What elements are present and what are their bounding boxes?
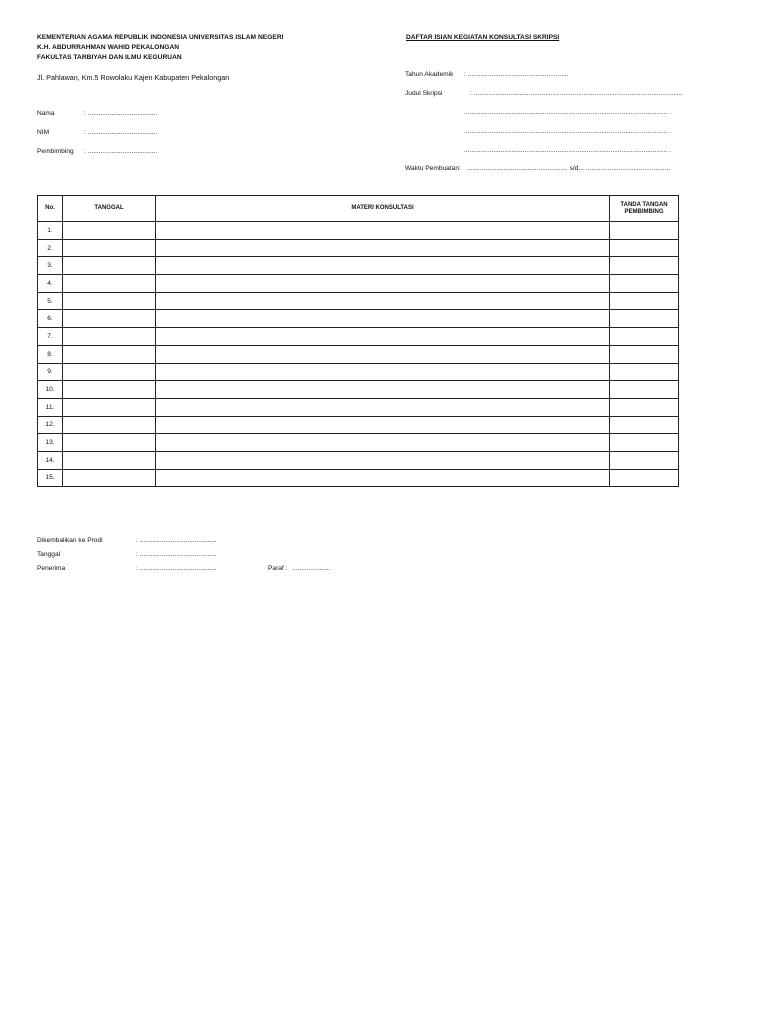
institution-line-3: FAKULTAS TARBIYAH DAN ILMU KEGURUAN [37,54,182,61]
pembimbing-label: Pembimbing [37,148,74,155]
materi-konsultasi-cell[interactable] [156,328,610,346]
tanda-tangan-cell[interactable] [610,275,679,293]
institution-address: Jl. Pahlawan, Km.5 Rowolaku Kajen Kabupaten Pekalongan [37,73,230,82]
tanda-tangan-cell[interactable] [610,328,679,346]
row-number: 12. [38,416,63,434]
judul-skripsi-field-2[interactable]: ............................................................................................................... . [464,109,672,116]
institution-line-2: K.H. ABDURRAHMAN WAHID PEKALONGAN [37,44,180,51]
tanda-tangan-cell[interactable] [610,363,679,381]
tanggal-cell[interactable] [63,416,156,434]
table-row [38,275,679,293]
materi-konsultasi-cell[interactable] [156,398,610,416]
dikembalikan-field[interactable]: : .......................................... [136,537,217,544]
table-row [38,292,679,310]
row-number: 1. [38,222,63,240]
judul-skripsi-field-4[interactable]: ............................................................................................................... . [464,147,672,154]
judul-skripsi-field-1[interactable]: : .................................................................................................................. [470,90,683,97]
table-row [38,310,679,328]
tanggal-cell[interactable] [63,239,156,257]
row-number: 13. [38,434,63,452]
tahun-akademik-label: Tahun Akademik [405,71,454,78]
materi-konsultasi-cell[interactable] [156,363,610,381]
materi-konsultasi-cell[interactable] [156,310,610,328]
tanda-tangan-cell[interactable] [610,222,679,240]
tanggal-cell[interactable] [63,310,156,328]
materi-konsultasi-cell[interactable] [156,345,610,363]
materi-konsultasi-cell[interactable] [156,451,610,469]
tanggal-cell[interactable] [63,328,156,346]
table-row [38,398,679,416]
form-title: DAFTAR ISIAN KEGIATAN KONSULTASI SKRIPSI [406,34,560,41]
tanda-tangan-cell[interactable] [610,257,679,275]
waktu-pembuatan-field[interactable]: ....................................................... s/d... .............................................. [467,165,670,172]
row-number: 6. [38,310,63,328]
nim-label: NIM [37,129,50,136]
pembimbing-field[interactable]: : ...................................... [84,148,158,155]
tanda-tangan-cell[interactable] [610,451,679,469]
waktu-pembuatan-label: Waktu Pembuatan: [405,165,461,172]
table-row [38,222,679,240]
row-number: 15. [38,469,63,487]
table-row [38,434,679,452]
paraf-label: Paraf : [268,565,288,572]
table-row [38,345,679,363]
tanggal-cell[interactable] [63,363,156,381]
nim-field[interactable]: : ...................................... [84,129,158,136]
header-no: No. [38,196,63,222]
header-tanggal: TANGGAL [63,196,156,222]
row-number: 5. [38,292,63,310]
row-number: 9. [38,363,63,381]
materi-konsultasi-cell[interactable] [156,292,610,310]
header-materi-konsultasi: MATERI KONSULTASI [156,196,610,222]
tanda-tangan-cell[interactable] [610,469,679,487]
materi-konsultasi-cell[interactable] [156,381,610,399]
tanda-tangan-cell[interactable] [610,310,679,328]
row-number: 11. [38,398,63,416]
nama-label: Nama [37,110,55,117]
row-number: 14. [38,451,63,469]
tanggal-cell[interactable] [63,434,156,452]
header-tanda-tangan: TANDA TANGAN PEMBIMBING [610,196,679,222]
table-row [38,451,679,469]
table-row [38,328,679,346]
judul-skripsi-field-3[interactable]: ............................................................................................................... . [464,128,672,135]
tanggal-label: Tanggal [37,551,61,558]
materi-konsultasi-cell[interactable] [156,257,610,275]
table-header-row [38,196,679,222]
row-number: 8. [38,345,63,363]
row-number: 7. [38,328,63,346]
tanggal-cell[interactable] [63,222,156,240]
tanggal-cell[interactable] [63,275,156,293]
tanda-tangan-cell[interactable] [610,345,679,363]
judul-skripsi-label: Judul Skripsi [405,90,443,97]
table-row [38,363,679,381]
tanda-tangan-cell[interactable] [610,416,679,434]
tanda-tangan-cell[interactable] [610,292,679,310]
materi-konsultasi-cell[interactable] [156,275,610,293]
table-row [38,381,679,399]
penerima-field[interactable]: : .......................................... [136,565,217,572]
tanggal-cell[interactable] [63,398,156,416]
tanggal-cell[interactable] [63,381,156,399]
tanggal-field[interactable]: : .......................................... [136,551,217,558]
dikembalikan-label: Dikembalikan ke Prodi [37,537,103,544]
row-number: 3. [38,257,63,275]
nama-field[interactable]: : ...................................... [84,110,158,117]
table-row [38,416,679,434]
materi-konsultasi-cell[interactable] [156,222,610,240]
penerima-label: Penerima [37,565,66,572]
tanggal-cell[interactable] [63,345,156,363]
table-row [38,257,679,275]
materi-konsultasi-cell[interactable] [156,469,610,487]
tanda-tangan-cell[interactable] [610,434,679,452]
row-number: 10. [38,381,63,399]
tanggal-cell[interactable] [63,451,156,469]
tanggal-cell[interactable] [63,257,156,275]
table-row [38,239,679,257]
materi-konsultasi-cell[interactable] [156,239,610,257]
tahun-akademik-field[interactable]: : ....................................................... [464,71,569,78]
materi-konsultasi-cell[interactable] [156,416,610,434]
row-number: 4. [38,275,63,293]
paraf-field[interactable]: ..................... [292,565,331,572]
tanda-tangan-cell[interactable] [610,398,679,416]
row-number: 2. [38,239,63,257]
tanggal-cell[interactable] [63,469,156,487]
table-row [38,469,679,487]
consultation-table [37,195,679,487]
institution-line-1: KEMENTERIAN AGAMA REPUBLIK INDONESIA UNIVERSITAS ISLAM NEGERI [37,34,284,41]
tanda-tangan-cell[interactable] [610,239,679,257]
tanggal-cell[interactable] [63,292,156,310]
materi-konsultasi-cell[interactable] [156,434,610,452]
tanda-tangan-cell[interactable] [610,381,679,399]
